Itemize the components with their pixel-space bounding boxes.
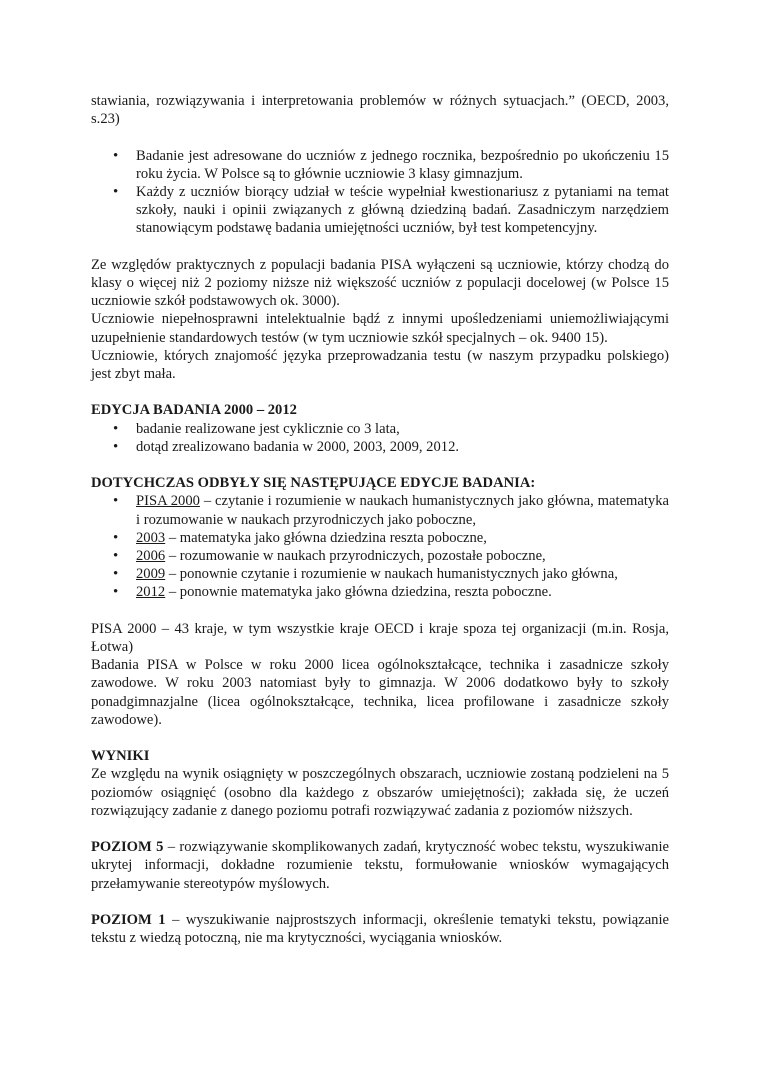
edition-year: 2009 <box>136 566 166 583</box>
poziom5-paragraph <box>91 838 669 893</box>
editions-list <box>91 492 669 601</box>
list-item <box>91 583 669 601</box>
edition-year: 2012 <box>136 584 166 601</box>
pisa2000-poland: Badania PISA w Polsce w roku 2000 licea ogólnokształcące, technika i zasadnicze szkoły zawodowe. W roku 2003 natomiast były to gimnazja. W 2006 dodatkowo były to szkoły ponadgimnazjalne (licea ogólnokształcące, technika, licea profilowane i zasadnicze szkoły zawodowe). <box>91 657 669 728</box>
edition-description: – ponownie matematyka jako główna dziedzina, reszta poboczne. <box>165 584 552 601</box>
list-item <box>91 565 669 583</box>
edition-year: PISA 2000 <box>136 493 200 510</box>
dotychczas-heading: DOTYCHCZAS ODBYŁY SIĘ NASTĘPUJĄCE EDYCJE BADANIA: <box>91 475 536 492</box>
edition-description: – rozumowanie w naukach przyrodniczych, pozostałe poboczne, <box>165 548 546 565</box>
poziom1-label: POZIOM 1 <box>91 912 166 929</box>
document-page <box>91 92 669 947</box>
intro-continuation: stawiania, rozwiązywania i interpretowania problemów w różnych sytuacjach.” (OECD, 2003, s.23) <box>91 93 669 128</box>
edition-year: 2006 <box>136 548 166 565</box>
poziom5-text: – rozwiązywanie skomplikowanych zadań, krytyczność wobec tekstu, wyszukiwanie ukrytej informacji, dokładne rozumienie tekstu, formułowanie wniosków wymagających przełamywanie stereotypów myślowych. <box>91 839 669 892</box>
list-item <box>91 529 669 547</box>
list-item <box>91 492 669 528</box>
list-item: • Badanie jest adresowane do uczniów z jednego rocznika, bezpośrednio po ukończeniu 15 roku życia. W Polsce są to głównie uczniowie 3 klasy gimnazjum. <box>91 147 669 183</box>
poziom5-label: POZIOM 5 <box>91 839 164 856</box>
poziom1-paragraph <box>91 911 669 947</box>
features-list <box>91 147 669 238</box>
exclusion-paragraph: Uczniowie, których znajomość języka przeprowadzania testu (w naszym przypadku polskiego) jest zbyt mała. <box>91 347 669 383</box>
wyniki-heading: WYNIKI <box>91 748 150 765</box>
edition-description: – ponownie czytanie i rozumienie w naukach humanistycznych jako główna, <box>165 566 618 583</box>
pisa2000-countries: PISA 2000 – 43 kraje, w tym wszystkie kraje OECD i kraje spoza tej organizacji (m.in. Rosja, Łotwa) <box>91 620 669 656</box>
edition-description: – matematyka jako główna dziedzina reszta poboczne, <box>165 529 487 546</box>
list-item: • badanie realizowane jest cyklicznie co 3 lata, <box>91 420 669 438</box>
edition-description: – czytanie i rozumienie w naukach humanistycznych jako główna, matematyka i rozumowanie w naukach przyrodniczych jako poboczne, <box>136 493 669 528</box>
list-item: • dotąd zrealizowano badania w 2000, 2003, 2009, 2012. <box>91 438 669 456</box>
edycja-list <box>91 420 669 456</box>
edition-year: 2003 <box>136 529 166 546</box>
exclusion-paragraph: Ze względów praktycznych z populacji badania PISA wyłączeni są uczniowie, którzy chodzą do klasy o więcej niż 2 poziomy niższe niż większość uczniów z populacji docelowej (w Polsce 15 uczniowie szkół podstawowych ok. 3000). <box>91 256 669 310</box>
wyniki-text: Ze względu na wynik osiągnięty w poszczególnych obszarach, uczniowie zostaną podzieleni na 5 poziomów osiągnięć (osobno dla każdego z obszarów umiejętności); zakłada się, że uczeń rozwiązujący zadanie z danego poziomu potrafi rozwiązywać zadania z poziomów niższych. <box>91 766 669 819</box>
list-item: • Każdy z uczniów biorący udział w teście wypełniał kwestionariusz z pytaniami na temat szkoły, nauki i opinii związanych z główną dziedziną badań. Zasadniczym narzędziem stanowiącym podstawę badania umiejętności uczniów, był test kompetencyjny. <box>91 183 669 238</box>
exclusion-paragraph: Uczniowie niepełnosprawni intelektualnie bądź z innymi upośledzeniami uniemożliwiającymi uzupełnienie standardowych testów (w tym uczniowie szkół specjalnych – ok. 9400 15). <box>91 311 669 346</box>
edycja-heading: EDYCJA BADANIA 2000 – 2012 <box>91 402 297 419</box>
poziom1-text: – wyszukiwanie najprostszych informacji, określenie tematyki tekstu, powiązanie tekstu z wiedzą potoczną, nie ma krytyczności, wyciągania wniosków. <box>91 912 669 947</box>
list-item <box>91 547 669 565</box>
